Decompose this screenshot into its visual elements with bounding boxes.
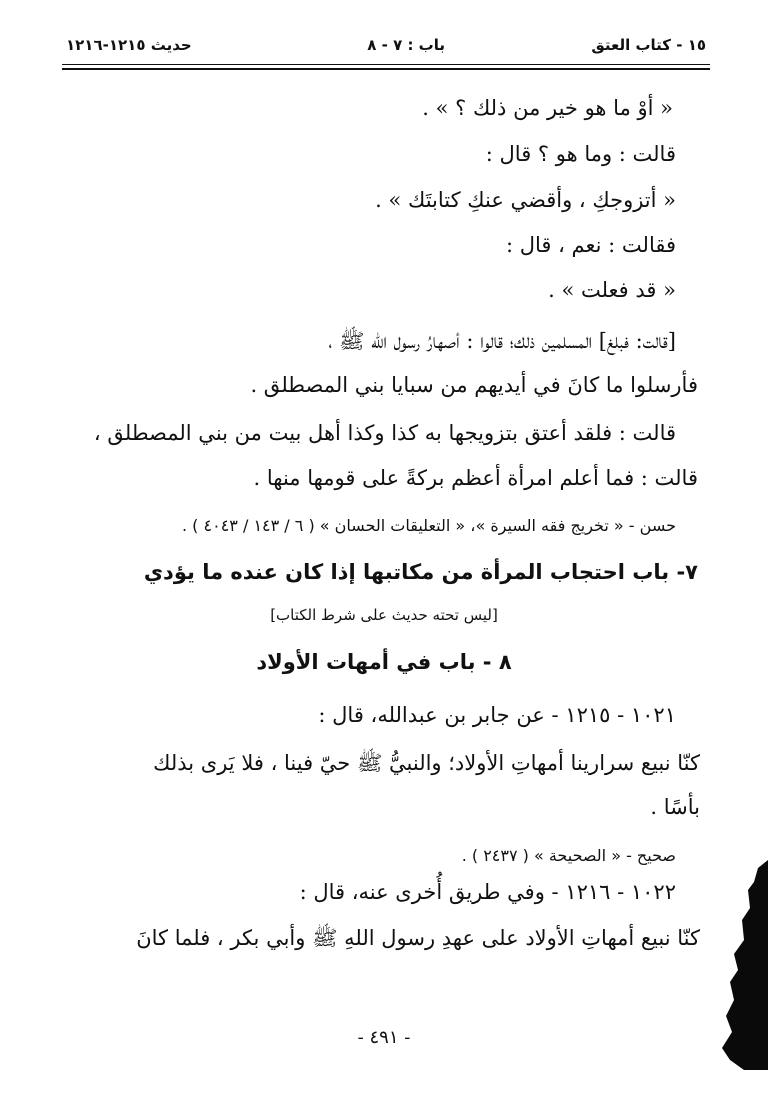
hadith-1021-matn-line-1: كنّا نبيع سرارينا أمهاتِ الأولاد؛ والنبيُّ ﷺ حيّ فينا ، فلا يَرى بذلك [153, 751, 700, 775]
header-chapter-range: باب : ٧ - ٨ [367, 36, 445, 54]
text-line-3: « أتزوجكِ ، وأقضي عنكِ كتابتَك » . [375, 188, 676, 212]
text-line-9: قالت : فما أعلم امرأة أعظم بركةً على قومها منها . [253, 466, 698, 490]
chapter-7-title: ٧- باب احتجاب المرأة من مكاتبها إذا كان عنده ما يؤدي [143, 560, 698, 584]
text-line-2: قالت : وما هو ؟ قال : [485, 142, 676, 166]
hadith-1021-matn-line-2: بأسًا . [650, 795, 700, 819]
text-line-1: « أوْ ما هو خير من ذلك ؟ » . [422, 96, 673, 120]
header-rule-thin [62, 64, 710, 65]
header-rule-thick [62, 68, 710, 70]
hadith-1021-isnad: ١٠٢١ - ١٢١٥ - عن جابر بن عبدالله، قال : [318, 703, 676, 727]
hadith-1021-grading: صحيح - « الصحيحة » ( ٢٤٣٧ ) . [461, 846, 676, 865]
hadith-1022-matn-line-1: كنّا نبيع أمهاتِ الأولاد على عهدِ رسول اللهِ ﷺ وأبي بكر ، فلما كانَ [136, 926, 700, 950]
text-line-4: فقالت : نعم ، قال : [505, 233, 676, 257]
chapter-7-note: [ليس تحته حديث على شرط الكتاب] [270, 606, 498, 624]
page-number: - ٤٩١ - [357, 1027, 411, 1048]
header-book-title: ١٥ - كتاب العتق [591, 36, 706, 54]
grading-note: حسن - « تخريج فقه السيرة »، « التعليقات الحسان » ( ٦ / ١٤٣ / ٤٠٤٣ ) . [182, 516, 676, 535]
header-hadith-range: حديث ١٢١٥-١٢١٦ [66, 36, 192, 54]
hadith-1022-isnad: ١٠٢٢ - ١٢١٦ - وفي طريق أُخرى عنه، قال : [299, 880, 676, 904]
chapter-8-title: ٨ - باب في أمهات الأولاد [256, 650, 512, 674]
text-line-6: [قالت: فبلغ] المسلمين ذلك؛ قالوا : أصهارُ رسول الله ﷺ ، [328, 329, 676, 353]
running-header [62, 30, 710, 60]
text-line-7: فأرسلوا ما كانَ في أيديهم من سبايا بني المصطلق . [250, 373, 698, 397]
ink-stain-mark [704, 860, 768, 1070]
text-line-8: قالت : فلقد أعتق بتزويجها به كذا وكذا أهل بيت من بني المصطلق ، [93, 421, 676, 445]
text-line-5: « قد فعلت » . [548, 278, 676, 302]
